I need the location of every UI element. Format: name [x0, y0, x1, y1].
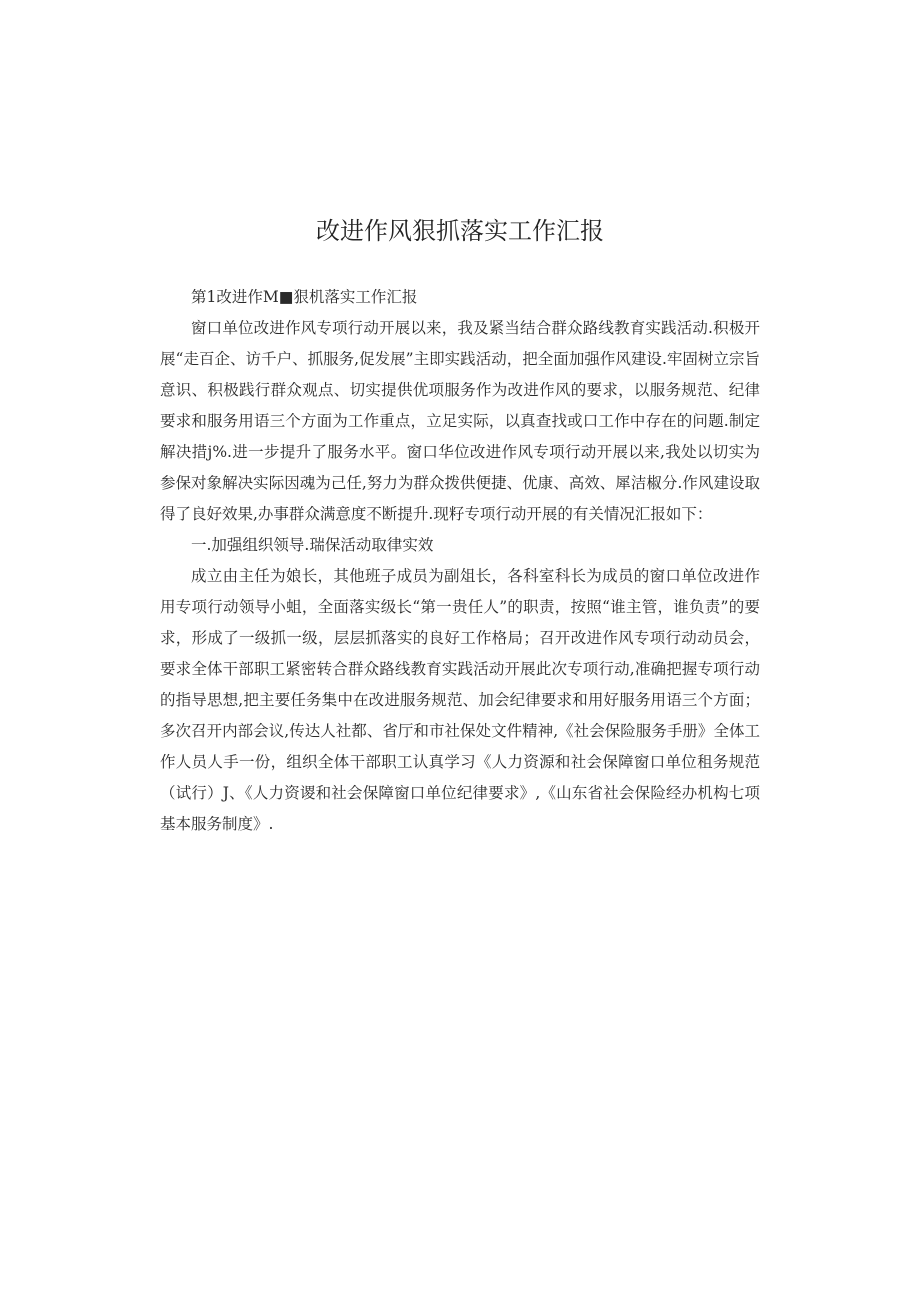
document-title: 改进作风狠抓落实工作汇报 — [316, 217, 604, 245]
document-body — [160, 282, 760, 840]
section-heading-1: 一.加强组织领导.瑞保活动取律实效 — [191, 536, 434, 554]
paragraph-intro: 窗口单位改进作风专项行动开展以来，我及紧当结合群众路线教育实践活动.积极开展“走百企、访千户、抓服务,促发展”主即实践活动，把全面加强作风建设.牢固树立宗旨意识、积极践行群众观点、切实提供优项服务作为改进作风的要求，以服务规范、纪律要求和服务用语三个方面为工作重点，立足实际，以真查找或口工作中存在的问题.制定解决措j%.进一步提升了服务水平。窗口华位改进作风专项行动开展以来,我处以切实为参保对象解决实际因魂为己任,努力为群众拨供便捷、优康、高效、犀洁椒分.作风建设取得了良好效果,办事群众满意度不断提升.现籽专项行动开展的有关情况汇报如下： — [160, 319, 760, 523]
paragraph-subtitle: 第1改进作M■狠机落实工作汇报 — [191, 288, 418, 306]
paragraph-section-1: 成立由主任为娘长，其他班子成员为副俎长，各科室科长为成员的窗口单位改进作用专项行动领导小蛆，全面落实级长“第一贵任人”的职责，按照“谁主管，谁负责”的要求，形成了一级抓一级，层层抓落实的良好工作格局；召开改进作风专项行动动员会，要求全体干部职工紧密转合群众路线教育实践活动开展此次专项行动,准确把握专项行动的指导思想,把主要任务集中在改进服务规范、加会纪律要求和用好服务用语三个方面；多次召开内部会议,传达人社都、省厅和市社保处文件精神,《社会保险服务手册》全体工作人员人手一份，组织全体干部职工认真学习《人力资源和社会保障窗口单位租务规范（试行）J、《人力资谡和社会保障窗口单位纪律要求》,《山东省社会保险经办机构七项基本服务制度》. — [160, 567, 760, 833]
